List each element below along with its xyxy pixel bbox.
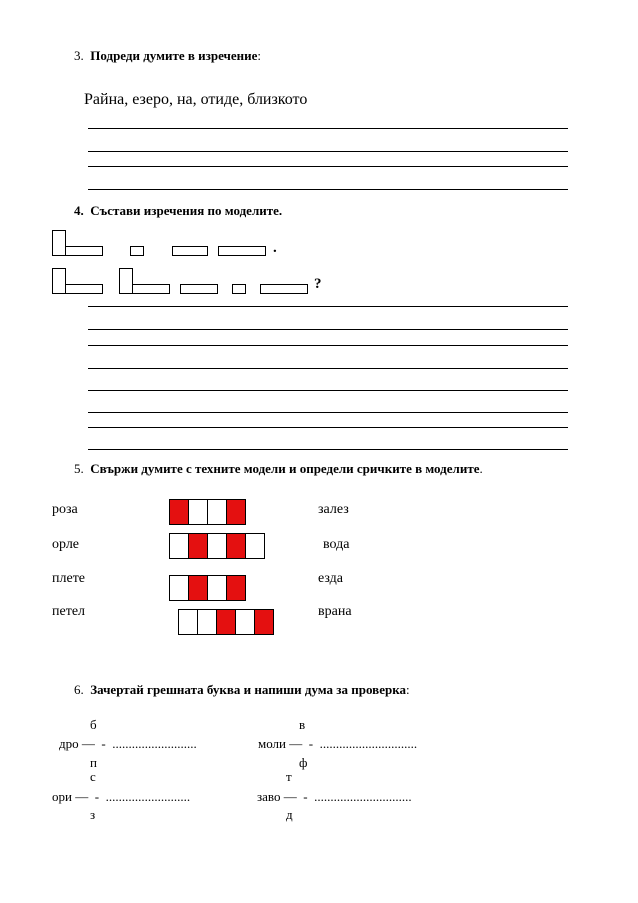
task4-number: 4. (74, 203, 84, 218)
answer-line[interactable] (88, 412, 568, 413)
check-word-blank[interactable]: .......................... (112, 736, 197, 751)
syllable-model[interactable] (169, 533, 265, 559)
capital-word-tail (65, 246, 103, 256)
answer-line[interactable] (88, 151, 568, 152)
answer-line[interactable] (88, 368, 568, 369)
answer-line[interactable] (88, 449, 568, 450)
left-word: петел (52, 604, 86, 619)
letter-option-top[interactable]: с (90, 769, 96, 784)
syllable-cell-empty (207, 575, 227, 601)
dash: - (303, 789, 308, 804)
check-word-blank[interactable]: .............................. (314, 789, 412, 804)
syllable-cell-filled (188, 575, 208, 601)
syllable-cell-empty (245, 533, 265, 559)
syllable-cell-empty (178, 609, 198, 635)
letter-option-top[interactable]: в (299, 717, 306, 732)
word-stem: дро — (59, 736, 95, 751)
dash: - (94, 789, 100, 804)
capital-word-tail (65, 284, 103, 294)
letter-option-bottom[interactable]: п (90, 755, 97, 770)
syllable-cell-empty (197, 609, 217, 635)
word-block (180, 284, 218, 294)
task6-heading (74, 682, 410, 698)
dash: - (308, 736, 314, 751)
syllable-model[interactable] (169, 499, 246, 525)
syllable-cell-filled (188, 533, 208, 559)
syllable-cell-filled (226, 575, 246, 601)
word-stem: ори — (52, 789, 89, 804)
answer-line[interactable] (88, 345, 568, 346)
task5-heading (74, 461, 483, 477)
task6-title: Зачертай грешната буква и напиши дума за проверка (90, 682, 406, 697)
right-word: залез (318, 502, 349, 517)
answer-line[interactable] (88, 329, 568, 330)
capital-word-tail (132, 284, 170, 294)
dash: - (101, 736, 106, 751)
syllable-cell-empty (235, 609, 255, 635)
task6-row (257, 789, 412, 805)
right-word: врана (318, 604, 352, 619)
syllable-cell-filled (169, 499, 189, 525)
left-word: роза (52, 502, 78, 517)
syllable-cell-empty (169, 575, 189, 601)
answer-line[interactable] (88, 390, 568, 391)
task3-suffix: : (257, 48, 262, 63)
capital-word-block (52, 230, 66, 256)
task5-number: 5. (74, 461, 84, 476)
task3-heading (74, 48, 261, 64)
word-block (130, 246, 144, 256)
task6-suffix: : (406, 682, 410, 697)
capital-word-block (119, 268, 133, 294)
check-word-blank[interactable]: .............................. (319, 736, 418, 751)
task6-row (258, 736, 417, 752)
task6-number: 6. (74, 682, 84, 697)
syllable-cell-filled (226, 499, 246, 525)
answer-line[interactable] (88, 166, 568, 167)
left-word: орле (52, 537, 80, 552)
check-word-blank[interactable]: .......................... (105, 789, 191, 804)
letter-option-bottom[interactable]: ф (299, 755, 308, 770)
word-stem: моли — (258, 736, 303, 751)
word-block (260, 284, 308, 294)
right-word: езда (318, 571, 343, 586)
answer-line[interactable] (88, 427, 568, 428)
task3-number: 3. (74, 48, 84, 63)
syllable-cell-empty (207, 499, 227, 525)
letter-option-top[interactable]: б (90, 717, 97, 732)
syllable-model[interactable] (178, 609, 274, 635)
left-word: плете (52, 571, 86, 586)
syllable-cell-filled (216, 609, 236, 635)
letter-option-bottom[interactable]: з (90, 807, 96, 822)
answer-line[interactable] (88, 189, 568, 190)
syllable-cell-empty (207, 533, 227, 559)
syllable-cell-filled (226, 533, 246, 559)
task3-title: Подреди думите в изречение (90, 48, 258, 63)
sentence-end-period: . (273, 240, 277, 256)
task6-row (59, 736, 197, 752)
answer-line[interactable] (88, 128, 568, 129)
word-block (172, 246, 208, 256)
right-word: вода (323, 537, 350, 552)
letter-option-bottom[interactable]: д (286, 807, 293, 822)
task6-row (52, 789, 190, 805)
sentence-end-question: ? (314, 276, 322, 292)
syllable-cell-empty (188, 499, 208, 525)
syllable-cell-empty (169, 533, 189, 559)
syllable-model[interactable] (169, 575, 246, 601)
task4-heading (74, 203, 282, 219)
word-stem: заво — (257, 789, 297, 804)
syllable-cell-filled (254, 609, 274, 635)
word-block (232, 284, 246, 294)
capital-word-block (52, 268, 66, 294)
task5-title: Свържи думите с техните модели и определи сричките в моделите (90, 461, 480, 476)
task4-title: Състави изречения по моделите. (90, 203, 283, 218)
answer-line[interactable] (88, 306, 568, 307)
task3-words: Райна, езеро, на, отиде, близкото (84, 91, 308, 108)
word-block (218, 246, 266, 256)
task5-suffix: . (479, 461, 483, 476)
letter-option-top[interactable]: т (286, 769, 292, 784)
